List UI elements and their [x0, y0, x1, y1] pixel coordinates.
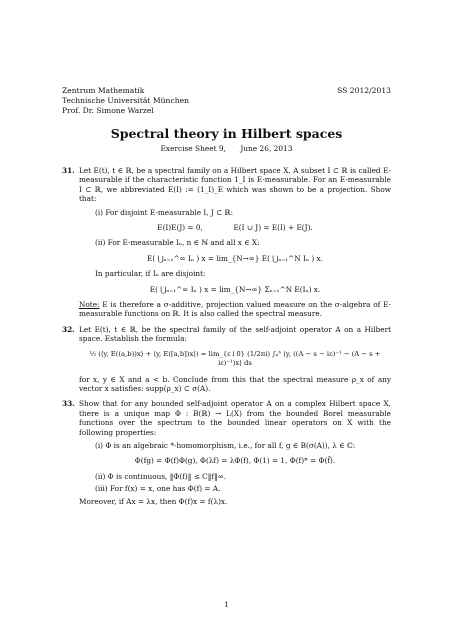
exercise-item-iii — [79, 484, 391, 493]
formula-stone: ½ (⟨y, E((a,b))x⟩ + ⟨y, E([a,b])x⟩) = lim_{ε↓0} (1/2πi) ∫ₐᵇ ⟨y, ((A − s − iε)⁻¹ − (A − s + iε)⁻¹)x⟩ ds — [89, 349, 381, 368]
item-text: (iii) For f(x) = x, one has Φ(f) = A. — [95, 484, 221, 494]
page-header — [62, 86, 391, 117]
item-text: (ii) Φ is continuous, ‖Φ(f)‖ ≤ C‖f‖∞. — [95, 471, 227, 481]
sheet-title: Spectral theory in Hilbert spaces — [110, 126, 343, 141]
exercise-32 — [62, 325, 391, 393]
note-text: E is therefore a σ-additive, projection valued measure on the σ-algebra of E-measurable functions on ℝ. It is also called the spectral measure. — [79, 300, 391, 319]
institution-block — [62, 86, 189, 117]
formula-homomorphism: Φ(fg) = Φ(f)Φ(g), Φ(λf) = λΦ(f), Φ(1) = 1, Φ(f)* = Φ(f̄). — [134, 456, 336, 466]
item-particular — [79, 269, 391, 278]
exercise-item-i — [79, 208, 391, 217]
exercise-item-i — [79, 441, 391, 450]
item-text: (i) Φ is an algebraic *-homomorphism, i.e., for all f, g ∈ B(σ(A)), λ ∈ ℂ: — [95, 440, 356, 450]
page-number: 1 — [224, 600, 229, 609]
exercise-conclusion: for x, y ∈ X and a < b. Conclude from this that the spectral measure ρ_x of any vector x satisfies: supp(ρ_x) ⊂ σ(A). — [79, 374, 391, 393]
item-text: (i) For disjoint E-measurable I, J ⊂ ℝ: — [95, 207, 234, 217]
sheet-number: Exercise Sheet 9, — [160, 144, 226, 153]
exercise-item-ii — [79, 472, 391, 481]
formula-limit-union: E( ⋃ₙ₌₁^∞ Iₙ ) x = lim_{N→∞} E( ⋃ₙ₌₁^N Iₙ ) x. — [147, 253, 323, 263]
exercise-number: 31. — [62, 166, 75, 175]
exercise-list — [62, 166, 391, 512]
sheet-subtitle — [0, 144, 453, 153]
semester: SS 2012/2013 — [337, 86, 391, 95]
exercise-31 — [62, 166, 391, 319]
institution-line-2: Technische Universität München — [62, 96, 189, 106]
exercise-intro: Let E(t), t ∈ ℝ, be a spectral family on a Hilbert space X. A subset I ⊂ ℝ is called E-measurable if the characteristic function 1_I is E-measurable. For an E-measurable I ⊂ ℝ, we abbreviated E(I) := (1_I)_E which was shown to be a projection. Show that: — [79, 166, 391, 204]
formula-limit-sum: E( ⋃ₙ₌₁^∞ Iₙ ) x = lim_{N→∞} Σₙ₌₁^N E(Iₙ) x. — [149, 284, 321, 294]
exercise-intro: Show that for any bounded self-adjoint operator A on a complex Hilbert space X, there is a unique map Φ : B(ℝ) → L(X) from the bounded Borel measurable functions over the spectrum to the bounded linear operators on X with the following properties: — [79, 399, 391, 437]
formula-product: E(I)E(J) = 0, — [157, 223, 203, 233]
institution-line-1: Zentrum Mathematik — [62, 86, 145, 95]
exercise-intro: Let E(t), t ∈ ℝ, be the spectral family of the self-adjoint operator A on a Hilbert space. Establish the formula: — [79, 324, 391, 344]
item-text: (ii) For E-measurable Iₙ, n ∈ ℕ and all x ∈ X: — [95, 238, 260, 248]
exercise-moreover: Moreover, if Ax = λx, then Φ(f)x = f(λ)x. — [79, 496, 228, 506]
exercise-item-ii — [79, 238, 391, 247]
item-text: In particular, if Iₙ are disjoint: — [95, 269, 206, 279]
note-label: Note: — [79, 300, 100, 310]
sheet-date: June 26, 2013 — [240, 144, 293, 153]
formula-disjoint — [79, 223, 391, 232]
professor-name: Prof. Dr. Simone Warzel — [62, 106, 154, 116]
exercise-number: 33. — [62, 399, 75, 409]
exercise-number: 32. — [62, 324, 75, 334]
exercise-33 — [62, 399, 391, 506]
formula-union: E(I ∪ J) = E(I) + E(J). — [233, 223, 313, 233]
exercise-note — [79, 300, 391, 319]
